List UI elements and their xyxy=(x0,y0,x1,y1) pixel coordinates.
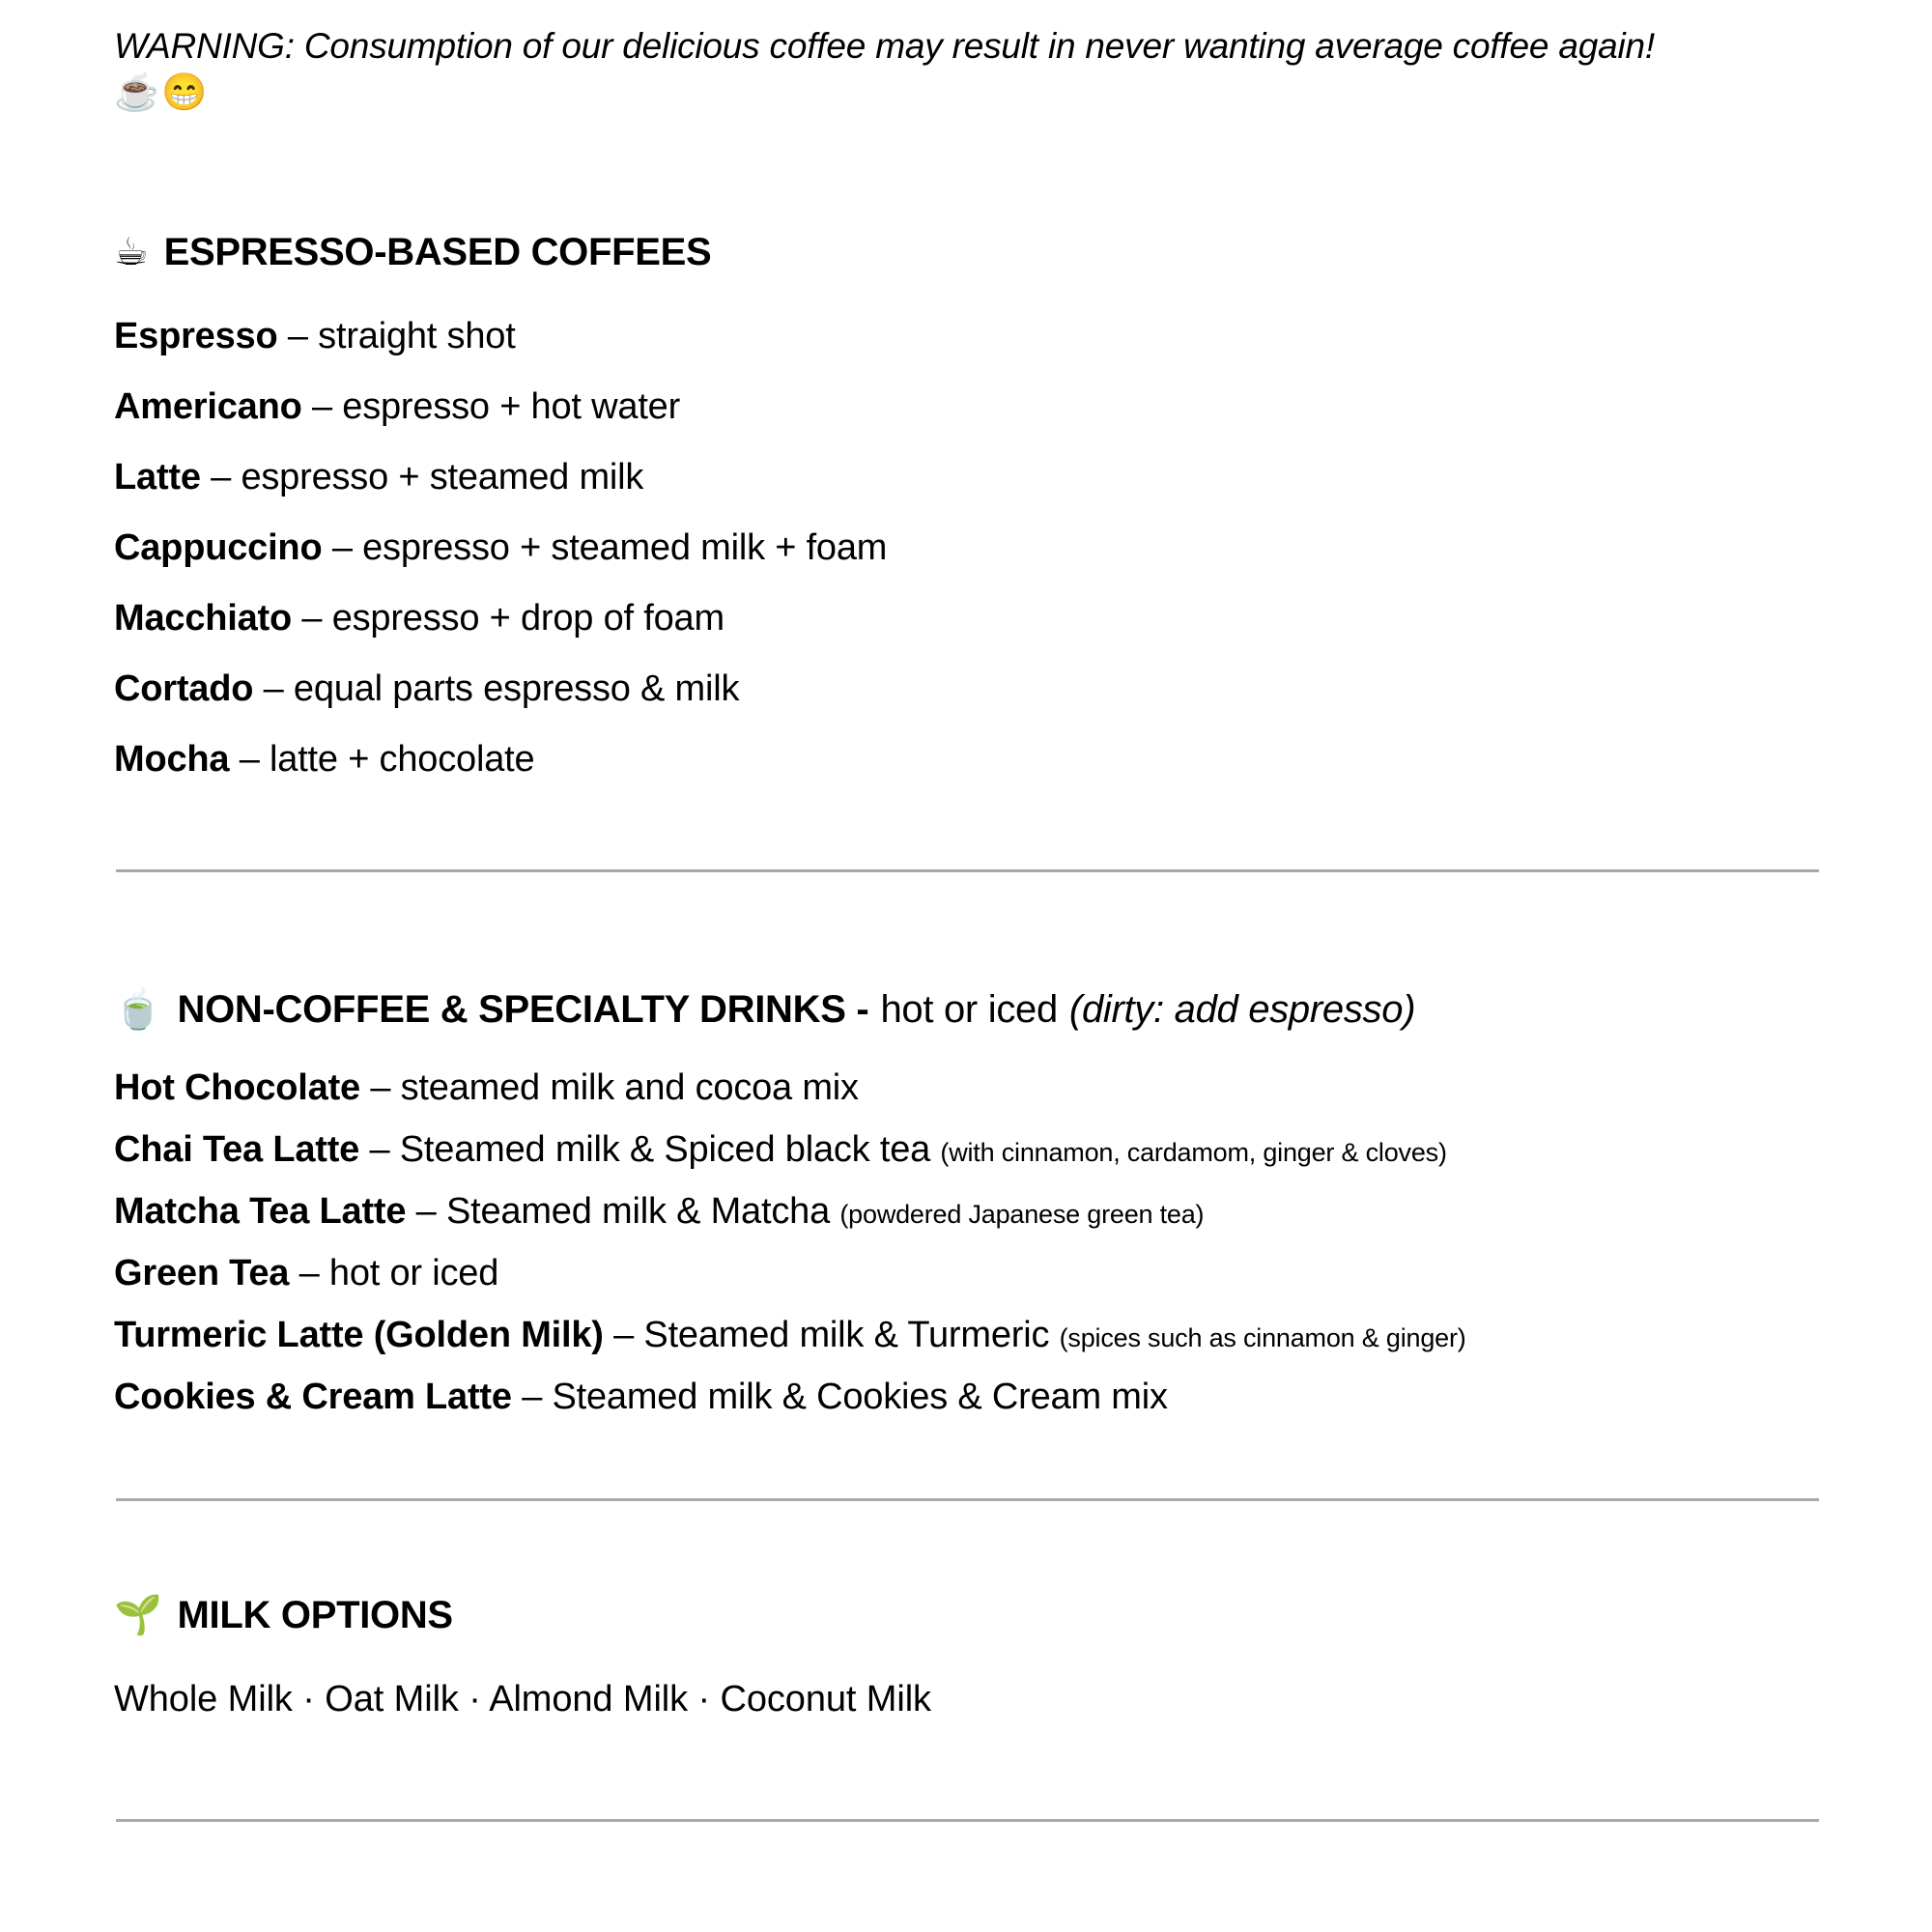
section-header-espresso xyxy=(114,231,1818,273)
drink-description: espresso + steamed milk + foam xyxy=(362,526,888,568)
dash: – xyxy=(311,385,332,427)
drink-name: Cappuccino xyxy=(114,526,323,568)
espresso-item-list xyxy=(114,315,1818,780)
section-divider-3 xyxy=(116,1819,1819,1822)
list-item xyxy=(114,597,1818,639)
dash: – xyxy=(613,1314,635,1355)
drink-description: Steamed milk & Cookies & Cream mix xyxy=(552,1376,1168,1417)
drink-name: Latte xyxy=(114,456,201,497)
drink-description: equal parts espresso & milk xyxy=(293,668,740,709)
drink-description: Steamed milk & Turmeric xyxy=(643,1314,1050,1355)
drink-description: Steamed milk & Spiced black tea xyxy=(399,1128,931,1170)
list-item xyxy=(114,315,1818,356)
spacer xyxy=(114,1440,1818,1498)
drink-name: Matcha Tea Latte xyxy=(114,1190,407,1232)
list-item xyxy=(114,1190,1818,1232)
drink-name: Green Tea xyxy=(114,1252,290,1293)
drink-name: Chai Tea Latte xyxy=(114,1128,360,1170)
section-subtitle-italic-specialty: (dirty: add espresso) xyxy=(1068,987,1416,1031)
dash: – xyxy=(263,668,284,709)
drink-name: Mocha xyxy=(114,738,230,780)
list-item xyxy=(114,1252,1818,1293)
drink-description: latte + chocolate xyxy=(270,738,535,780)
drink-note: (powdered Japanese green tea) xyxy=(839,1199,1205,1229)
dash: – xyxy=(211,456,232,497)
teacup-without-handle-icon: 🍵 xyxy=(114,986,162,1032)
list-item xyxy=(114,670,1818,707)
dash: – xyxy=(287,315,308,356)
dash: – xyxy=(298,1252,320,1293)
hot-beverage-icon: ☕ xyxy=(114,229,149,274)
dash: – xyxy=(369,1128,390,1170)
specialty-item-list xyxy=(114,1066,1818,1417)
warning-emojis: ☕😁 xyxy=(114,72,210,114)
drink-name: Turmeric Latte (Golden Milk) xyxy=(114,1314,604,1355)
spacer xyxy=(114,1718,1818,1819)
drink-description: Steamed milk & Matcha xyxy=(445,1190,831,1232)
section-espresso-based-coffees xyxy=(114,231,1818,778)
drink-name: Cookies & Cream Latte xyxy=(114,1376,512,1417)
section-milk-options xyxy=(114,1594,1818,1718)
section-title-specialty: NON-COFFEE & SPECIALTY DRINKS - xyxy=(177,987,869,1031)
dash: – xyxy=(239,738,260,780)
list-item xyxy=(114,456,1818,497)
drink-note: (with cinnamon, cardamom, ginger & cloves) xyxy=(940,1137,1447,1167)
section-header-milk xyxy=(114,1594,1818,1636)
spacer xyxy=(114,872,1818,988)
drink-description: espresso + hot water xyxy=(342,385,681,427)
dash: – xyxy=(370,1066,391,1108)
drink-name: Cortado xyxy=(114,668,254,709)
list-item xyxy=(114,385,1818,427)
section-header-specialty xyxy=(114,988,1818,1031)
drink-name: Hot Chocolate xyxy=(114,1066,360,1108)
drink-note: (spices such as cinnamon & ginger) xyxy=(1059,1322,1466,1352)
list-item xyxy=(114,738,1818,780)
seedling-icon: 🌱 xyxy=(114,1592,162,1637)
spacer xyxy=(114,1501,1818,1594)
spacer xyxy=(114,117,1818,231)
section-subtitle-specialty: hot or iced xyxy=(880,987,1058,1031)
list-item xyxy=(114,1128,1818,1170)
drink-name: Macchiato xyxy=(114,597,293,639)
list-item xyxy=(114,1378,1818,1415)
drink-description: espresso + drop of foam xyxy=(331,597,724,639)
drink-description: hot or iced xyxy=(328,1252,499,1293)
dash: – xyxy=(331,526,353,568)
drink-description: espresso + steamed milk xyxy=(241,456,644,497)
milk-options-line: Whole Milk · Oat Milk · Almond Milk · Coconut Milk xyxy=(114,1678,931,1719)
section-title-espresso: ESPRESSO-BASED COFFEES xyxy=(163,230,712,273)
drink-description: steamed milk and cocoa mix xyxy=(400,1066,859,1108)
drink-name: Espresso xyxy=(114,315,278,356)
section-non-coffee-specialty-drinks xyxy=(114,988,1818,1415)
warning-banner xyxy=(114,0,1818,117)
list-item xyxy=(114,526,1818,568)
drink-name: Americano xyxy=(114,385,302,427)
drink-description: straight shot xyxy=(318,315,516,356)
list-item xyxy=(114,1314,1818,1355)
dash: – xyxy=(301,597,323,639)
dash: – xyxy=(415,1190,437,1232)
warning-text: WARNING: Consumption of our delicious coffee may result in never wanting average coffee again! xyxy=(114,26,1655,66)
section-title-milk: MILK OPTIONS xyxy=(177,1593,453,1636)
dash: – xyxy=(522,1376,543,1417)
spacer xyxy=(114,811,1818,869)
list-item xyxy=(114,1066,1818,1108)
